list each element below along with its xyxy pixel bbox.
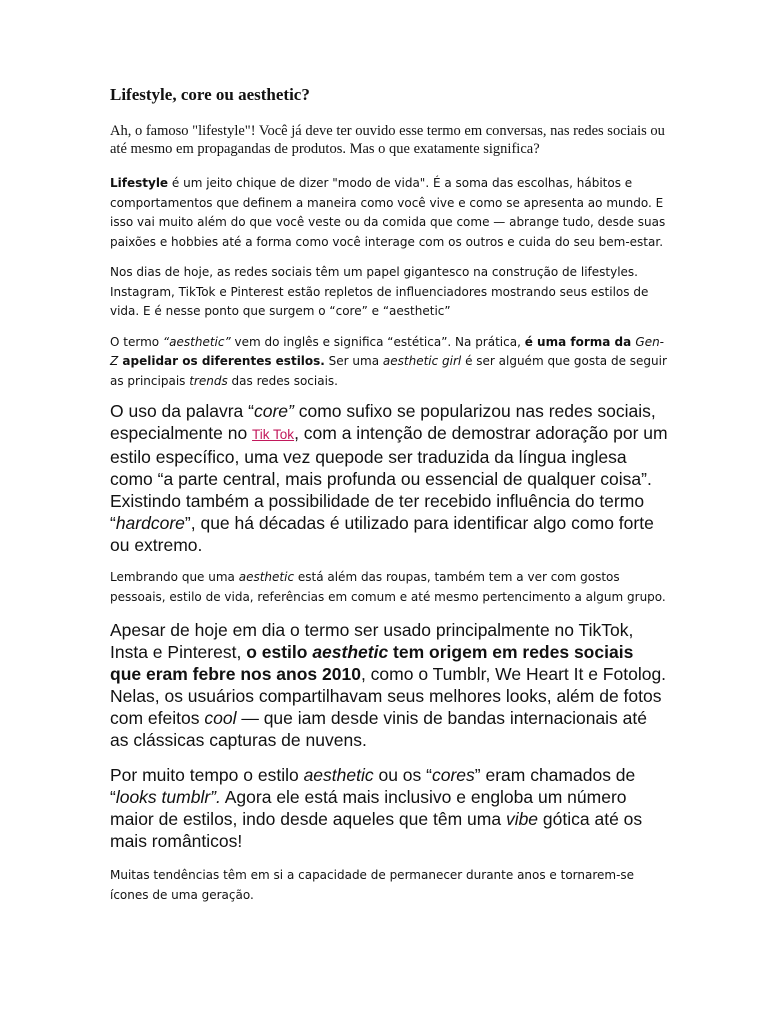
text-run: Gen-Z	[110, 334, 665, 368]
text-run: ou os “	[373, 765, 432, 785]
lifestyle-paragraph	[110, 174, 668, 252]
lifestyle-text: é um jeito chique de dizer "modo de vida". É a soma das escolhas, hábitos e comportamentos que definem a maneira como você vive e como se apresenta ao mundo. E isso vai muito além do que você veste ou da comida que come — abrange tudo, desde suas paixões e hobbies até a forma como você interage com os outros e cuida do seu bem-estar.	[110, 176, 666, 249]
text-run: é ser alguém que gosta de seguir as principais	[110, 354, 667, 388]
text-run: aesthetic	[303, 765, 374, 785]
text-run: aesthetic	[238, 570, 295, 584]
intro-paragraph: Ah, o famoso "lifestyle"! Você já deve ter ouvido esse termo em conversas, nas redes sociais ou até mesmo em propagandas de produtos. Mas o que exatamente significa?	[110, 123, 665, 157]
text-run: ” eram chamados de “	[110, 765, 636, 807]
text-run: , com a intenção de demostrar adoração por um estilo específico, uma vez quepode ser traduzida da língua inglesa como “a parte central, mais profunda ou essencial de qualquer coisa”. Existindo também a possibilidade de ter recebido influência do termo “	[110, 423, 668, 533]
text-run: vibe	[505, 809, 539, 829]
text-run: core”	[253, 401, 294, 421]
text-run: tem origem em redes sociais que eram febre nos anos 2010	[110, 642, 634, 684]
reminder-paragraph	[110, 568, 668, 607]
text-run: cool	[204, 708, 237, 728]
text-run: das redes sociais.	[227, 373, 338, 388]
text-run: aesthetic	[312, 642, 389, 662]
text-run: Por muito tempo o estilo	[110, 765, 304, 785]
text-run: Apesar de hoje em dia o termo ser usado principalmente no TikTok, Insta e Pinterest,	[110, 620, 634, 662]
text-run: como sufixo se popularizou nas redes sociais, especialmente no	[110, 401, 656, 443]
aesthetic-paragraph	[110, 333, 668, 392]
text-run: O uso da palavra “	[110, 401, 254, 421]
text-run: gótica até os mais românticos!	[110, 809, 643, 851]
text-run: trends	[189, 373, 228, 388]
text-run: cores	[431, 765, 475, 785]
social-media-paragraph: Nos dias de hoje, as redes sociais têm um papel gigantesco na construção de lifestyles. Instagram, TikTok e Pinterest estão repletos de influenciadores mostrando seus estilos de vida. E é nesse ponto que surgem o “core” e “aesthetic”	[110, 265, 649, 318]
text-run: , como o Tumblr, We Heart It e Fotolog. Nelas, os usuários compartilhavam seus melhores looks, além de fotos com efeitos	[110, 664, 667, 728]
text-run: ”, que há décadas é utilizado para identificar algo como forte ou extremo.	[110, 513, 654, 555]
text-run: Agora ele está mais inclusivo e engloba um número maior de estilos, indo desde aqueles que têm uma	[110, 787, 627, 829]
text-run: Lembrando que uma	[110, 570, 239, 584]
text-run: aesthetic girl	[382, 354, 462, 368]
text-run: apelidar os diferentes estilos.	[118, 354, 325, 368]
text-run: O termo	[110, 334, 163, 349]
text-run: Ser uma	[324, 354, 383, 368]
page-title: Lifestyle, core ou aesthetic?	[110, 85, 310, 104]
text-run: está além das roupas, também tem a ver com gostos pessoais, estilo de vida, referências em comum e até mesmo pertencimento a algum grupo.	[110, 570, 666, 604]
text-run: looks tumblr”.	[115, 787, 221, 807]
text-run: “aesthetic”	[162, 334, 231, 349]
closing-paragraph: Muitas tendências têm em si a capacidade de permanecer durante anos e tornarem-se ícones de uma geração.	[110, 868, 635, 902]
text-run: é uma forma da	[524, 334, 636, 349]
tiktok-link[interactable]: Tik Tok	[252, 427, 295, 442]
text-run: — que iam desde vinis de bandas internacionais até as clássicas capturas de nuvens.	[110, 708, 648, 750]
lifestyle-term: Lifestyle	[110, 176, 169, 190]
text-run: vem do inglês e significa “estética”. Na prática,	[230, 334, 525, 349]
origin-paragraph	[110, 619, 668, 751]
tumblr-paragraph	[110, 764, 668, 852]
core-paragraph	[110, 400, 668, 556]
text-run: o estilo	[246, 642, 313, 662]
text-run: hardcore	[115, 513, 185, 533]
